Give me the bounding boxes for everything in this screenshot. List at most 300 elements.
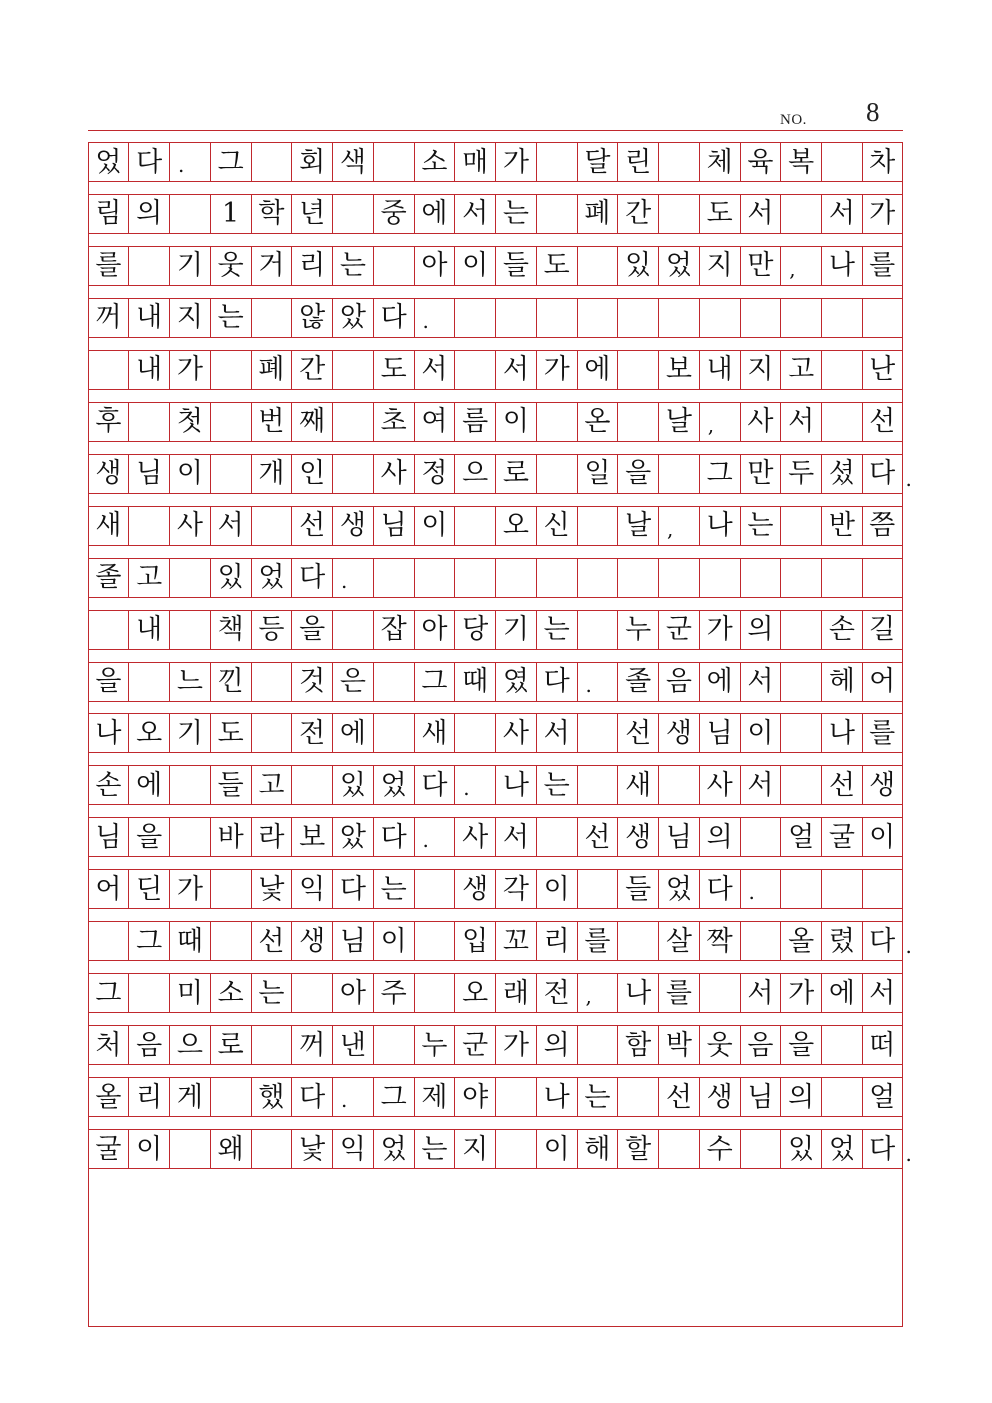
grid-cell: 로 xyxy=(495,455,536,493)
grid-cell: 날 xyxy=(617,507,658,545)
grid-cell: 을 xyxy=(291,611,332,649)
grid-cell xyxy=(536,143,577,181)
grid-cell: 음 xyxy=(740,1026,781,1064)
grid-cell: 꼬 xyxy=(495,922,536,960)
grid-cell: 체 xyxy=(699,143,740,181)
grid-cell xyxy=(414,974,455,1012)
grid-cell xyxy=(251,714,292,752)
grid-cell: . xyxy=(332,559,373,597)
page-number-label: NO. xyxy=(780,112,807,128)
grid-cell: 로 xyxy=(210,1026,251,1064)
grid-cell: 느 xyxy=(169,663,210,701)
grid-cell: 아 xyxy=(414,611,455,649)
grid-cell: 다 xyxy=(128,143,169,181)
grid-row xyxy=(88,246,903,286)
grid-cell: 리 xyxy=(536,922,577,960)
grid-cell: 서 xyxy=(536,714,577,752)
grid-cell: 생 xyxy=(862,766,903,804)
grid-cell: 있 xyxy=(617,247,658,285)
grid-cell xyxy=(699,559,740,597)
grid-cell: 나 xyxy=(699,507,740,545)
grid-cell: 는 xyxy=(373,870,414,908)
grid-cell xyxy=(495,1078,536,1116)
grid-cell xyxy=(658,195,699,233)
grid-cell: 그 xyxy=(414,663,455,701)
grid-row xyxy=(88,506,903,546)
grid-cell xyxy=(780,559,821,597)
grid-cell: 나 xyxy=(617,974,658,1012)
grid-cell: 사 xyxy=(740,403,781,441)
grid-cell xyxy=(373,663,414,701)
grid-cell xyxy=(536,818,577,856)
grid-cell: 이 xyxy=(862,818,903,856)
grid-cell xyxy=(454,299,495,337)
grid-cell xyxy=(251,663,292,701)
grid-cell xyxy=(862,299,903,337)
grid-cell: 보 xyxy=(291,818,332,856)
grid-cell xyxy=(862,559,903,597)
grid-cell: 서 xyxy=(862,974,903,1012)
grid-cell: 음 xyxy=(128,1026,169,1064)
grid-cell: 초 xyxy=(373,403,414,441)
grid-cell xyxy=(740,299,781,337)
grid-cell: 내 xyxy=(128,611,169,649)
grid-cell xyxy=(210,870,251,908)
grid-cell: 린 xyxy=(617,143,658,181)
grid-cell: 해 xyxy=(577,1130,618,1168)
grid-cell xyxy=(128,247,169,285)
grid-cell: 딘 xyxy=(128,870,169,908)
grid-cell: 만 xyxy=(740,455,781,493)
grid-cell xyxy=(617,299,658,337)
grid-cell: 는 xyxy=(740,507,781,545)
grid-cell: 을 xyxy=(780,1026,821,1064)
grid-cell xyxy=(862,455,912,493)
grid-cell: 군 xyxy=(658,611,699,649)
grid-cell-text: 다 xyxy=(869,925,896,957)
grid-cell: 님 xyxy=(88,818,129,856)
grid-cell: 거 xyxy=(251,247,292,285)
grid-cell: 얼 xyxy=(862,1078,903,1116)
grid-cell: 지 xyxy=(169,299,210,337)
grid-cell xyxy=(658,299,699,337)
grid-cell: 길 xyxy=(862,611,903,649)
grid-cell: 왜 xyxy=(210,1130,251,1168)
grid-cell: 생 xyxy=(454,870,495,908)
grid-cell xyxy=(740,1130,781,1168)
grid-cell xyxy=(291,974,332,1012)
grid-cell xyxy=(414,559,455,597)
overflow-punctuation: . xyxy=(905,1142,912,1167)
grid-cell: 았 xyxy=(332,818,373,856)
grid-cell: 낸 xyxy=(332,1026,373,1064)
grid-cell: 꺼 xyxy=(88,299,129,337)
grid-cell: 복 xyxy=(780,143,821,181)
grid-cell: 었 xyxy=(658,247,699,285)
grid-cell: 올 xyxy=(88,1078,129,1116)
grid-cell: 게 xyxy=(169,1078,210,1116)
grid-cell: 을 xyxy=(128,818,169,856)
grid-cell: 었 xyxy=(373,766,414,804)
grid-cell: 난 xyxy=(862,351,903,389)
grid-cell: 에 xyxy=(821,974,862,1012)
grid-cell: 오 xyxy=(454,974,495,1012)
grid-cell xyxy=(169,1130,210,1168)
grid-cell xyxy=(821,1078,862,1116)
grid-cell: 내 xyxy=(699,351,740,389)
grid-cell: 함 xyxy=(617,1026,658,1064)
grid-cell: , xyxy=(658,507,699,545)
grid-cell: 를 xyxy=(88,247,129,285)
grid-cell xyxy=(169,559,210,597)
grid-cell: 는 xyxy=(495,195,536,233)
grid-cell xyxy=(821,351,862,389)
grid-cell: 그 xyxy=(373,1078,414,1116)
grid-cell xyxy=(780,611,821,649)
grid-cell: 박 xyxy=(658,1026,699,1064)
grid-cell: 서 xyxy=(210,507,251,545)
grid-cell: 이 xyxy=(414,507,455,545)
grid-cell xyxy=(577,1026,618,1064)
grid-cell: 의 xyxy=(699,818,740,856)
grid-cell: 헤 xyxy=(821,663,862,701)
grid-cell: 굴 xyxy=(821,818,862,856)
grid-cell xyxy=(617,351,658,389)
grid-cell: 이 xyxy=(495,403,536,441)
grid-cell: 으 xyxy=(169,1026,210,1064)
grid-row xyxy=(88,817,903,857)
grid-cell: 미 xyxy=(169,974,210,1012)
grid-cell: 얼 xyxy=(780,818,821,856)
grid-cell: 아 xyxy=(332,974,373,1012)
grid-cell: 나 xyxy=(821,247,862,285)
grid-cell: 했 xyxy=(251,1078,292,1116)
grid-cell: 오 xyxy=(495,507,536,545)
grid-cell: 선 xyxy=(251,922,292,960)
grid-cell xyxy=(780,299,821,337)
grid-cell xyxy=(658,559,699,597)
grid-cell: 사 xyxy=(373,455,414,493)
grid-cell: 두 xyxy=(780,455,821,493)
header-rule xyxy=(88,130,903,131)
grid-cell: 에 xyxy=(332,714,373,752)
grid-cell: 고 xyxy=(780,351,821,389)
grid-cell: 이 xyxy=(373,922,414,960)
grid-cell xyxy=(780,714,821,752)
grid-cell: 처 xyxy=(88,1026,129,1064)
grid-cell xyxy=(169,611,210,649)
grid-cell: 에 xyxy=(414,195,455,233)
grid-row xyxy=(88,298,903,338)
grid-cell: 서 xyxy=(740,663,781,701)
grid-cell xyxy=(740,818,781,856)
grid-cell xyxy=(88,922,129,960)
grid-cell: 반 xyxy=(821,507,862,545)
grid-cell xyxy=(210,351,251,389)
grid-cell: 가 xyxy=(699,611,740,649)
grid-cell: 다 xyxy=(291,1078,332,1116)
grid-cell: 손 xyxy=(88,766,129,804)
grid-row xyxy=(88,973,903,1013)
grid-cell: 가 xyxy=(862,195,903,233)
grid-cell xyxy=(88,351,129,389)
grid-cell: 이 xyxy=(454,247,495,285)
grid-cell: 도 xyxy=(536,247,577,285)
grid-cell: 간 xyxy=(291,351,332,389)
grid-cell: 의 xyxy=(740,611,781,649)
grid-cell: 음 xyxy=(658,663,699,701)
grid-cell-text: 다 xyxy=(869,458,896,490)
grid-cell: 살 xyxy=(658,922,699,960)
grid-cell: 를 xyxy=(658,974,699,1012)
grid-cell xyxy=(536,559,577,597)
grid-cell: . xyxy=(454,766,495,804)
grid-cell: 내 xyxy=(128,351,169,389)
grid-cell xyxy=(251,507,292,545)
grid-cell: 육 xyxy=(740,143,781,181)
grid-cell: 제 xyxy=(414,1078,455,1116)
grid-cell: 날 xyxy=(658,403,699,441)
grid-cell: 서 xyxy=(740,195,781,233)
grid-cell xyxy=(332,351,373,389)
grid-cell: 는 xyxy=(210,299,251,337)
grid-cell: 서 xyxy=(780,403,821,441)
grid-cell: 1 xyxy=(210,195,251,233)
grid-cell: 내 xyxy=(128,299,169,337)
grid-cell: 를 xyxy=(862,714,903,752)
grid-cell: 사 xyxy=(699,766,740,804)
grid-cell: 님 xyxy=(658,818,699,856)
grid-cell: 으 xyxy=(454,455,495,493)
grid-cell: 야 xyxy=(454,1078,495,1116)
grid-cell: 은 xyxy=(332,663,373,701)
grid-cell: 사 xyxy=(169,507,210,545)
grid-cell: 서 xyxy=(740,766,781,804)
grid-cell: 군 xyxy=(454,1026,495,1064)
grid-row xyxy=(88,765,903,805)
grid-cell: 어 xyxy=(862,663,903,701)
grid-cell: . xyxy=(577,663,618,701)
grid-cell: 지 xyxy=(740,351,781,389)
grid-cell xyxy=(454,351,495,389)
grid-cell: 다 xyxy=(373,299,414,337)
grid-cell: 폐 xyxy=(577,195,618,233)
grid-cell xyxy=(577,507,618,545)
grid-cell: 것 xyxy=(291,663,332,701)
grid-cell xyxy=(617,1078,658,1116)
grid-cell xyxy=(128,974,169,1012)
grid-cell: 책 xyxy=(210,611,251,649)
grid-cell: 선 xyxy=(577,818,618,856)
grid-cell: 도 xyxy=(210,714,251,752)
grid-cell: 후 xyxy=(88,403,129,441)
grid-cell: 서 xyxy=(740,974,781,1012)
grid-cell: 때 xyxy=(454,663,495,701)
grid-cell: 매 xyxy=(454,143,495,181)
grid-cell: 번 xyxy=(251,403,292,441)
grid-cell xyxy=(88,611,129,649)
grid-cell: . xyxy=(332,1078,373,1116)
grid-cell: 입 xyxy=(454,922,495,960)
grid-cell: 전 xyxy=(536,974,577,1012)
grid-cell: 가 xyxy=(536,351,577,389)
grid-cell xyxy=(821,1026,862,1064)
grid-cell xyxy=(577,870,618,908)
grid-cell: 다 xyxy=(332,870,373,908)
grid-cell: 었 xyxy=(658,870,699,908)
grid-cell: 간 xyxy=(617,195,658,233)
grid-row xyxy=(88,1025,903,1065)
grid-cell: 짝 xyxy=(699,922,740,960)
grid-row xyxy=(88,350,903,390)
grid-cell: 라 xyxy=(251,818,292,856)
grid-cell: 첫 xyxy=(169,403,210,441)
grid-cell: 을 xyxy=(617,455,658,493)
grid-cell: 이 xyxy=(740,714,781,752)
grid-cell: 주 xyxy=(373,974,414,1012)
grid-cell: 서 xyxy=(495,818,536,856)
grid-cell xyxy=(617,922,658,960)
grid-cell: 었 xyxy=(373,1130,414,1168)
grid-cell: 때 xyxy=(169,922,210,960)
grid-cell: . xyxy=(414,818,455,856)
grid-cell: . xyxy=(740,870,781,908)
grid-cell xyxy=(699,299,740,337)
grid-cell: 서 xyxy=(454,195,495,233)
grid-row xyxy=(88,1077,903,1117)
grid-cell: 다 xyxy=(699,870,740,908)
grid-cell: 가 xyxy=(169,351,210,389)
grid-cell xyxy=(251,143,292,181)
grid-cell: 을 xyxy=(88,663,129,701)
grid-cell: 그 xyxy=(210,143,251,181)
grid-cell xyxy=(414,922,455,960)
grid-cell xyxy=(821,870,862,908)
grid-row xyxy=(88,194,903,234)
grid-cell: 그 xyxy=(128,922,169,960)
manuscript-grid xyxy=(88,143,912,1327)
grid-cell: 이 xyxy=(169,455,210,493)
grid-cell: 에 xyxy=(577,351,618,389)
grid-cell: 온 xyxy=(577,403,618,441)
grid-cell: 셨 xyxy=(821,455,862,493)
grid-cell xyxy=(740,559,781,597)
grid-cell: 사 xyxy=(454,818,495,856)
grid-cell xyxy=(740,922,781,960)
grid-cell: 가 xyxy=(169,870,210,908)
grid-cell: 다 xyxy=(414,766,455,804)
grid-cell: 기 xyxy=(495,611,536,649)
grid-cell: 는 xyxy=(332,247,373,285)
grid-cell: 어 xyxy=(88,870,129,908)
grid-cell xyxy=(128,663,169,701)
grid-cell: 중 xyxy=(373,195,414,233)
grid-cell: 도 xyxy=(699,195,740,233)
grid-cell: 다 xyxy=(536,663,577,701)
grid-cell: 새 xyxy=(617,766,658,804)
grid-cell: 졸 xyxy=(617,663,658,701)
grid-cell: 떠 xyxy=(862,1026,903,1064)
grid-cell: 서 xyxy=(495,351,536,389)
grid-cell: 소 xyxy=(414,143,455,181)
grid-cell: , xyxy=(577,974,618,1012)
grid-cell: 않 xyxy=(291,299,332,337)
grid-cell: 지 xyxy=(699,247,740,285)
grid-cell: 다 xyxy=(291,559,332,597)
grid-cell xyxy=(536,403,577,441)
grid-cell: 각 xyxy=(495,870,536,908)
grid-cell xyxy=(617,403,658,441)
grid-cell: 차 xyxy=(862,143,903,181)
overflow-punctuation: . xyxy=(905,934,912,959)
grid-cell: 있 xyxy=(780,1130,821,1168)
grid-cell: 생 xyxy=(699,1078,740,1116)
grid-cell: 고 xyxy=(251,766,292,804)
grid-cell: 째 xyxy=(291,403,332,441)
grid-cell: . xyxy=(169,143,210,181)
grid-cell: , xyxy=(780,247,821,285)
grid-row xyxy=(88,454,912,494)
grid-cell: 기 xyxy=(169,714,210,752)
grid-cell xyxy=(780,195,821,233)
grid-cell xyxy=(128,403,169,441)
grid-cell xyxy=(536,455,577,493)
grid-cell: 선 xyxy=(291,507,332,545)
grid-cell: 서 xyxy=(414,351,455,389)
grid-cell: 소 xyxy=(210,974,251,1012)
grid-cell: 잡 xyxy=(373,611,414,649)
grid-cell xyxy=(169,195,210,233)
grid-cell: , xyxy=(699,403,740,441)
grid-cell: 생 xyxy=(332,507,373,545)
grid-cell: 님 xyxy=(699,714,740,752)
grid-cell: 수 xyxy=(699,1130,740,1168)
grid-cell xyxy=(495,559,536,597)
grid-cell: 할 xyxy=(617,1130,658,1168)
grid-cell: 에 xyxy=(699,663,740,701)
grid-cell xyxy=(332,195,373,233)
grid-cell: 폐 xyxy=(251,351,292,389)
page-header xyxy=(88,95,903,131)
grid-cell: 낯 xyxy=(251,870,292,908)
grid-cell xyxy=(128,507,169,545)
grid-cell: 이 xyxy=(536,1130,577,1168)
grid-cell: 고 xyxy=(128,559,169,597)
grid-cell: 님 xyxy=(740,1078,781,1116)
grid-cell: 있 xyxy=(210,559,251,597)
grid-cell xyxy=(373,714,414,752)
grid-cell xyxy=(780,766,821,804)
grid-cell: 낀 xyxy=(210,663,251,701)
grid-cell: 생 xyxy=(658,714,699,752)
grid-cell xyxy=(699,974,740,1012)
grid-cell xyxy=(658,1130,699,1168)
grid-cell: 신 xyxy=(536,507,577,545)
grid-cell xyxy=(821,143,862,181)
grid-row xyxy=(88,662,903,702)
grid-cell xyxy=(332,403,373,441)
grid-cell xyxy=(454,559,495,597)
grid-cell xyxy=(658,766,699,804)
grid-cell xyxy=(577,714,618,752)
grid-cell xyxy=(210,455,251,493)
grid-cell: 를 xyxy=(862,247,903,285)
grid-cell: 그 xyxy=(699,455,740,493)
page-number: 8 xyxy=(866,97,880,127)
grid-cell: 었 xyxy=(251,559,292,597)
grid-cell xyxy=(577,247,618,285)
grid-row xyxy=(88,713,903,753)
